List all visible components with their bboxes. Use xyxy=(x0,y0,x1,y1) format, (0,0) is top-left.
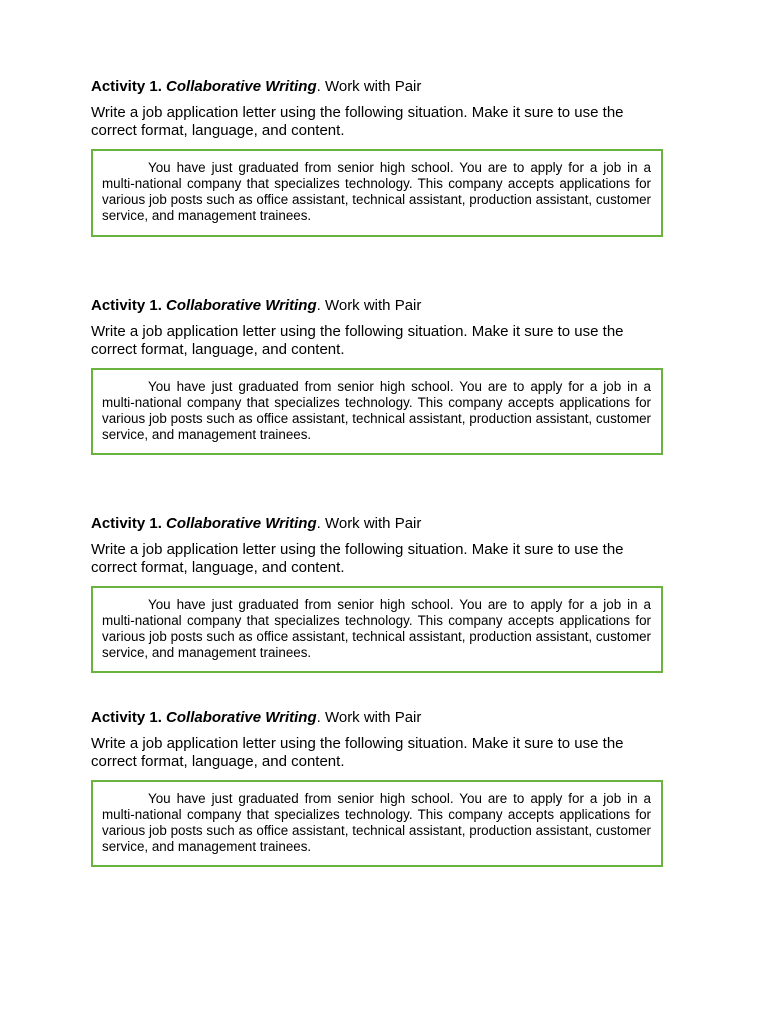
activity-title: Collaborative Writing xyxy=(166,297,317,314)
activity-block xyxy=(91,297,671,455)
activity-instruction: Write a job application letter using the following situation. Make it sure to use the correct format, language, and content. xyxy=(91,104,624,139)
activity-label: Activity 1. xyxy=(91,709,162,726)
activity-suffix: . Work with Pair xyxy=(316,78,422,95)
activity-label: Activity 1. xyxy=(91,297,162,314)
activity-block xyxy=(91,515,671,673)
activity-block xyxy=(91,78,671,237)
activity-suffix: . Work with Pair xyxy=(316,515,422,532)
situation-box xyxy=(91,780,663,867)
situation-box xyxy=(91,149,663,237)
activity-instruction: Write a job application letter using the following situation. Make it sure to use the correct format, language, and content. xyxy=(91,541,624,576)
situation-box xyxy=(91,368,663,455)
activity-block xyxy=(91,709,671,867)
activity-heading xyxy=(91,709,671,727)
activity-suffix: . Work with Pair xyxy=(316,709,422,726)
activity-label: Activity 1. xyxy=(91,515,162,532)
activity-instruction: Write a job application letter using the following situation. Make it sure to use the correct format, language, and content. xyxy=(91,735,624,770)
activity-title: Collaborative Writing xyxy=(166,78,317,95)
activity-title: Collaborative Writing xyxy=(166,709,317,726)
activity-heading xyxy=(91,515,671,533)
activity-label: Activity 1. xyxy=(91,78,162,95)
situation-text: You have just graduated from senior high school. You are to apply for a job in a multi-national company that specializes technology. This company accepts applications for various job posts such as office assistant, technical assistant, production assistant, customer service, and management trainees. xyxy=(102,791,651,854)
activity-title: Collaborative Writing xyxy=(166,515,317,532)
activity-heading xyxy=(91,78,671,96)
situation-text: You have just graduated from senior high school. You are to apply for a job in a multi-national company that specializes technology. This company accepts applications for various job posts such as office assistant, technical assistant, production assistant, customer service, and management trainees. xyxy=(102,160,651,223)
activity-instruction: Write a job application letter using the following situation. Make it sure to use the correct format, language, and content. xyxy=(91,323,624,358)
activity-heading xyxy=(91,297,671,315)
activity-suffix: . Work with Pair xyxy=(316,297,422,314)
situation-text: You have just graduated from senior high school. You are to apply for a job in a multi-national company that specializes technology. This company accepts applications for various job posts such as office assistant, technical assistant, production assistant, customer service, and management trainees. xyxy=(102,379,651,442)
situation-box xyxy=(91,586,663,673)
situation-text: You have just graduated from senior high school. You are to apply for a job in a multi-national company that specializes technology. This company accepts applications for various job posts such as office assistant, technical assistant, production assistant, customer service, and management trainees. xyxy=(102,597,651,660)
